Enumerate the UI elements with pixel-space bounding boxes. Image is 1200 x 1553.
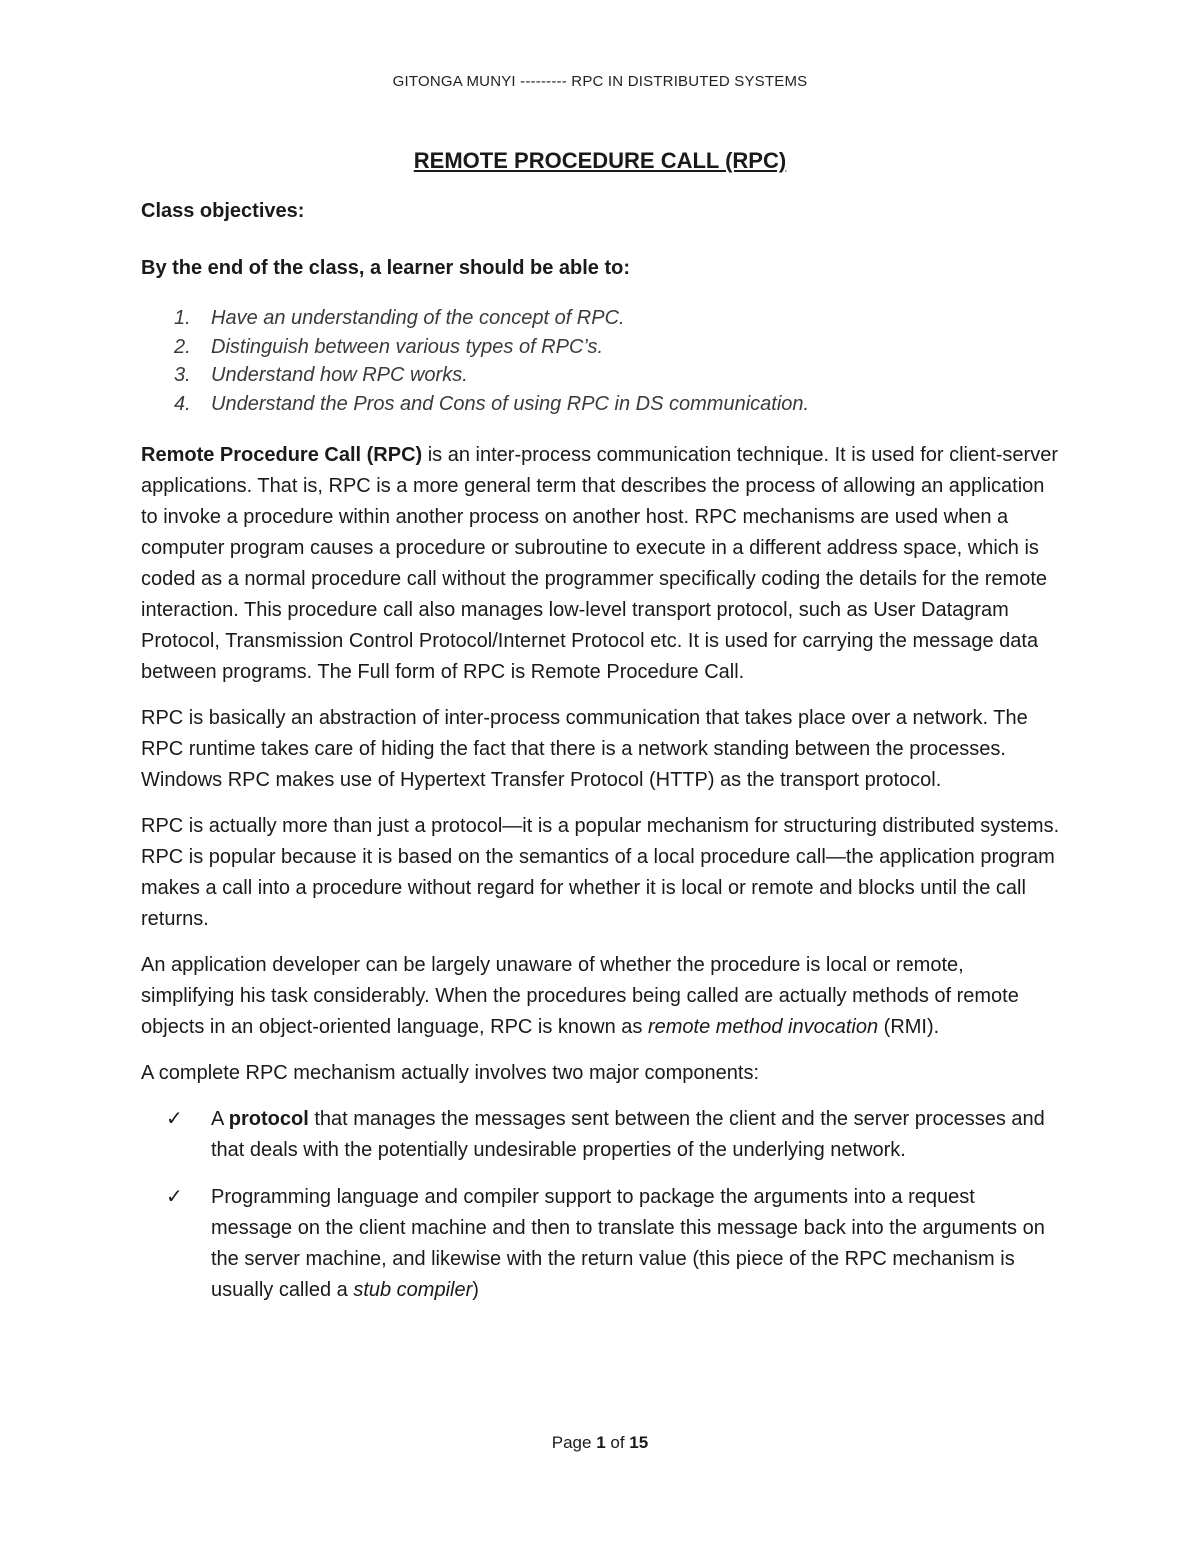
list-text: A [211,1108,229,1130]
list-number: 4. [174,392,191,415]
list-text: ) [472,1279,479,1301]
list-text: Understand how RPC works. [211,364,468,386]
document-body [141,196,1061,1322]
paragraph-mechanism: RPC is actually more than just a protocol—it is a popular mechanism for structuring distributed systems. RPC is popular because it is based on the semantics of a local procedure call—the application program makes a call into a procedure without regard for whether it is local or remote and blocks until the call returns. [141,815,1060,930]
list-text: that manages the messages sent between the client and the server processes and that deals with the potentially undesirable properties of the underlying network. [211,1108,1045,1161]
paragraph-abstraction: RPC is basically an abstraction of inter-process communication that takes place over a network. The RPC runtime takes care of hiding the fact that there is a network standing between the processes. Windows RPC makes use of Hypertext Transfer Protocol (HTTP) as the transport protocol. [141,707,1028,791]
checkmark-icon: ✓ [166,1108,183,1130]
running-header: GITONGA MUNYI --------- RPC IN DISTRIBUTED SYSTEMS [392,73,808,90]
paragraph-rpc-definition [141,440,1061,688]
list-text: Have an understanding of the concept of RPC. [211,307,625,329]
class-objectives-label: Class objectives: [141,200,305,222]
term-bold: protocol [228,1108,309,1130]
learner-intro: By the end of the class, a learner should be able to: [141,257,631,279]
page-title: REMOTE PROCEDURE CALL (RPC) [413,148,787,173]
list-number: 1. [174,307,191,329]
list-item [166,1182,1061,1306]
list-text: Programming language and compiler support to package the arguments into a request message on the client machine and then to translate this message back into the arguments on the server machine, and likewise with the return value (this piece of the RPC mechanism is usually called a [211,1186,1045,1301]
term-bold: Remote Procedure Call (RPC) [141,444,423,466]
paragraph-text: (RMI). [878,1016,940,1038]
objectives-list [141,304,1061,418]
paragraph-text: An application developer can be largely unaware of whether the procedure is local or remote, simplifying his task considerably. When the procedures being called are actually methods of remote objects in an object-oriented language, RPC is known as [141,954,1019,1038]
checkmark-icon: ✓ [166,1186,183,1208]
page-footer [0,1433,1200,1453]
list-item [174,304,1061,333]
paragraph-text: is an inter-process communication technique. It is used for client-server applications. That is, RPC is a more general term that describes the process of allowing an application to invoke a procedure within another process on another host. RPC mechanisms are used when a computer program causes a procedure or subroutine to execute in a different address space, which is coded as a normal procedure call without the programmer specifically coding the details for the remote interaction. This procedure call also manages low-level transport protocol, such as User Datagram Protocol, Transmission Control Protocol/Internet Protocol etc. It is used for carrying the message data between programs. The Full form of RPC is Remote Procedure Call. [141,444,1059,683]
components-list [141,1104,1061,1306]
list-item [174,333,1061,362]
term-italic: stub compiler [353,1279,473,1301]
page-number: 1 [596,1433,606,1452]
list-text: Distinguish between various types of RPC’s. [211,335,604,358]
list-item [166,1104,1061,1166]
page-total: 15 [629,1433,649,1452]
of-word: of [605,1433,630,1452]
list-text: Understand the Pros and Cons of using RPC in DS communication. [211,392,810,415]
list-item [174,390,1061,419]
components-intro: A complete RPC mechanism actually involves two major components: [141,1062,760,1084]
list-number: 2. [174,335,191,358]
page-word: Page [551,1433,597,1452]
list-number: 3. [174,364,191,386]
paragraph-rmi [141,950,1061,1043]
list-item [174,361,1061,390]
term-italic: remote method invocation [647,1016,879,1038]
